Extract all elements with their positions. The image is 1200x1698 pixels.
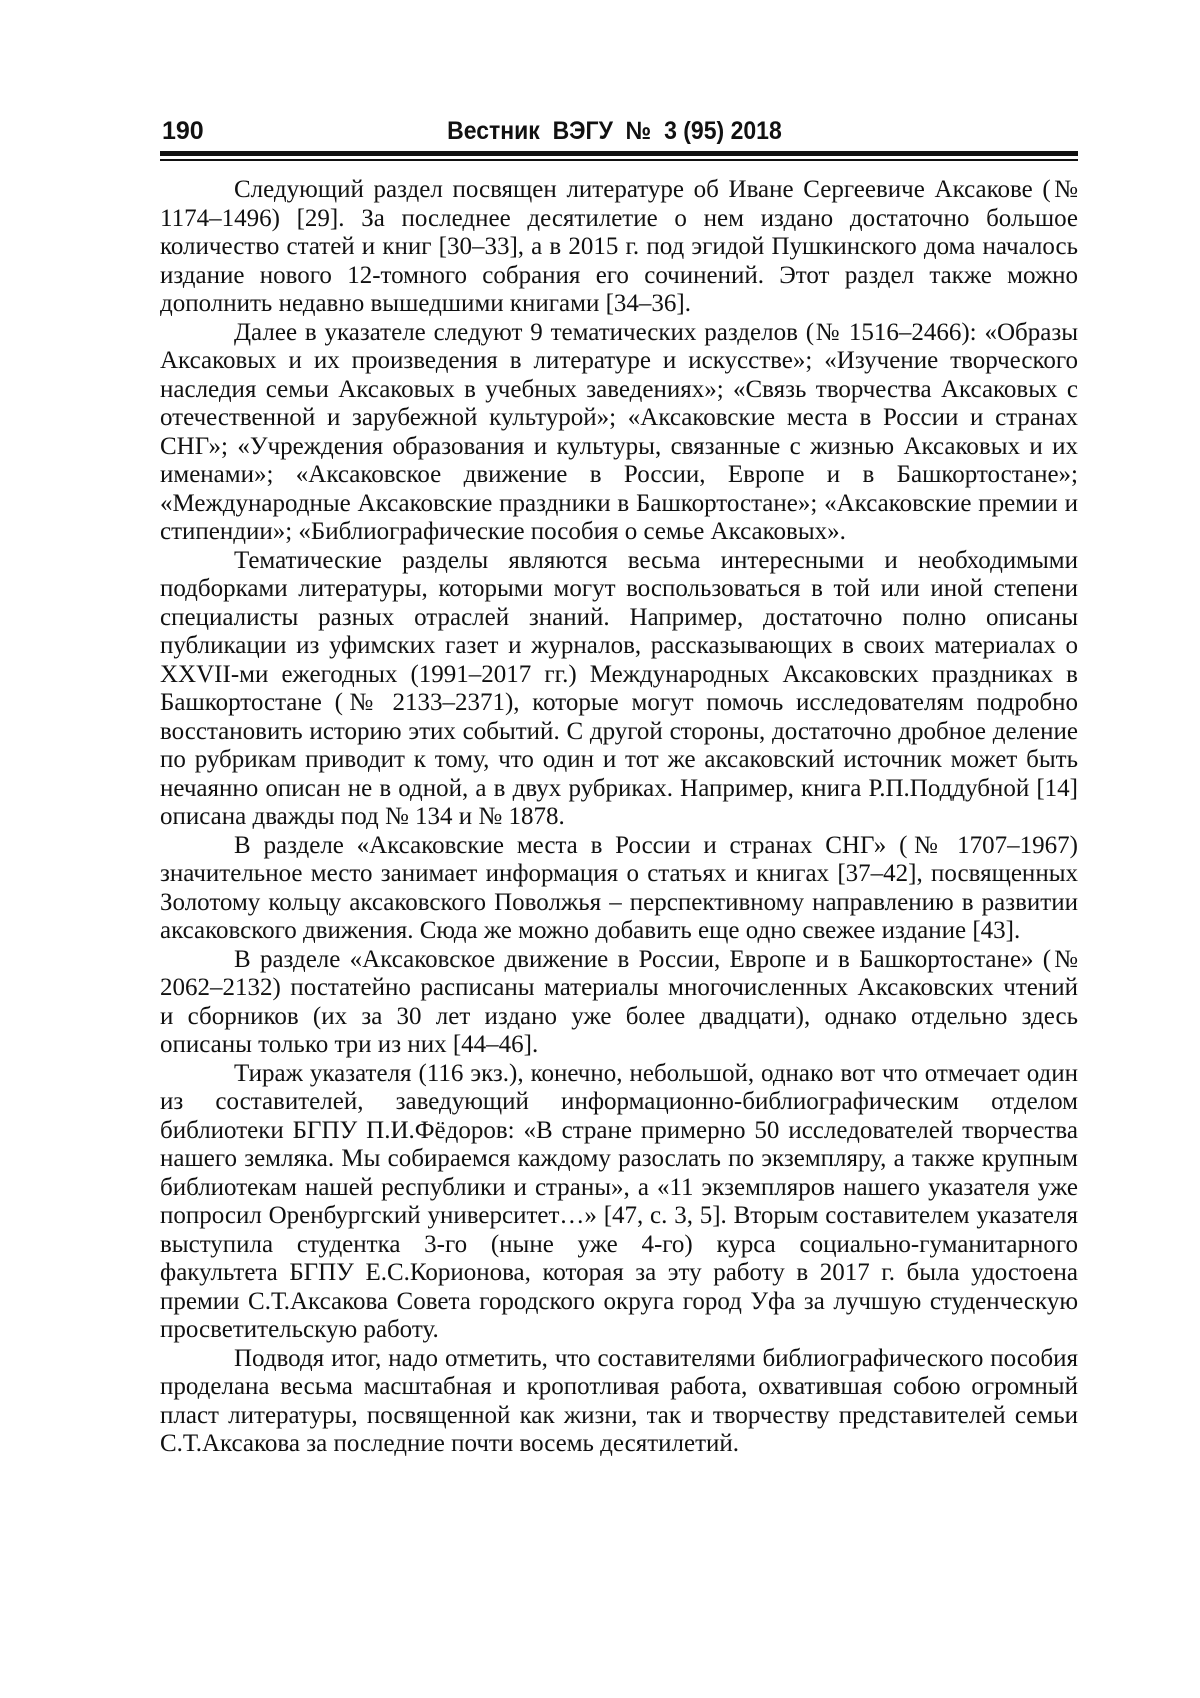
running-header: [160, 114, 1078, 148]
article-body: [160, 176, 1078, 1459]
header-rule-thick: [160, 151, 1078, 156]
journal-title: Вестник ВЭГУ № 3 (95) 2018: [447, 117, 782, 145]
paragraph-ivan-aksakov: Следующий раздел посвящен литературе об Иване Сергеевиче Аксакове (№ 1174–1496) [29]. За последнее десятилетие о нем издано достаточно большое количество статей и книг [30–33], а в 2015 г. под эгидой Пушкинского дома началось издание нового 12-томного собрания его сочинений. Этот раздел также можно дополнить недавно вышедшими книгами [34–36].: [160, 176, 1078, 317]
paragraph-aksakov-places: В разделе «Аксаковские места в России и странах СНГ» (№ 1707–1967) значительное место занимает информация о статьях и книгах [37–42], посвященных Золотому кольцу аксаковского Поволжья – перспективному направлению в развитии аксаковского движения. Сюда же можно добавить еще одно свежее издание [43].: [160, 831, 1078, 944]
page-number: 190: [162, 117, 204, 145]
paragraph-aksakov-movement: В разделе «Аксаковское движение в России, Европе и в Башкортостане» (№ 2062–2132) постатейно расписаны материалы многочисленных Аксаковских чтений и сборников (их за 30 лет издано уже более двадцати), однако отдельно здесь описаны только три из них [44–46].: [160, 945, 1078, 1058]
paragraph-thematic-sections: Далее в указателе следуют 9 тематических разделов (№ 1516–2466): «Образы Аксаковых и их произведения в литературе и искусстве»; «Изучение творческого наследия семьи Аксаковых в учебных заведениях»; «Связь творчества Аксаковых с отечественной и зарубежной культурой»; «Аксаковские места в России и странах СНГ»; «Учреждения образования и культуры, связанные с жизнью Аксаковых и их именами»; «Аксаковское движение в России, Европе и в Башкортостане»; «Международные Аксаковские праздники в Башкортостане»; «Аксаковские премии и стипендии»; «Библиографические пособия о семье Аксаковых».: [160, 318, 1078, 545]
paragraph-conclusion: Подводя итог, надо отметить, что составителями библиографического пособия проделана весьма масштабная и кропотливая работа, охватившая собою огромный пласт литературы, посвященной как жизни, так и творчеству представителей семьи С.Т.Аксакова за последние почти восемь десятилетий.: [160, 1344, 1078, 1457]
paragraph-thematic-evaluation: Тематические разделы являются весьма интересными и необходимыми подборками литературы, которыми могут воспользоваться в той или иной степени специалисты разных отраслей знаний. Например, достаточно полно описаны публикации из уфимских газет и журналов, рассказывающих в своих материалах о XXVII-ми ежегодных (1991–2017 гг.) Международных Аксаковских праздниках в Башкортостане (№ 2133–2371), которые могут помочь исследователям подробно восстановить историю этих событий. С другой стороны, достаточно дробное деление по рубрикам приводит к тому, что один и тот же аксаковский источник может быть нечаянно описан не в одной, а в двух рубриках. Например, книга Р.П.Поддубной [14] описана дважды под № 134 и № 1878.: [160, 546, 1078, 830]
header-rule-thin: [160, 159, 1078, 161]
paragraph-circulation: Тираж указателя (116 экз.), конечно, небольшой, однако вот что отмечает один из составителей, заведующий информационно-библиографическим отделом библиотеки БГПУ П.И.Фёдоров: «В стране примерно 50 исследователей творчества нашего земляка. Мы собираемся каждому разослать по экземпляру, а также крупным библиотекам нашей республики и страны», а «11 экземпляров нашего указателя уже попросил Оренбургский университет…» [47, с. 3, 5]. Вторым составителем указателя выступила студентка 3-го (ныне уже 4-го) курса социально-гуманитарного факультета БГПУ Е.С.Корионова, которая за эту работу в 2017 г. была удостоена премии С.Т.Аксакова Совета городского округа город Уфа за лучшую студенческую просветительскую работу.: [160, 1059, 1078, 1343]
